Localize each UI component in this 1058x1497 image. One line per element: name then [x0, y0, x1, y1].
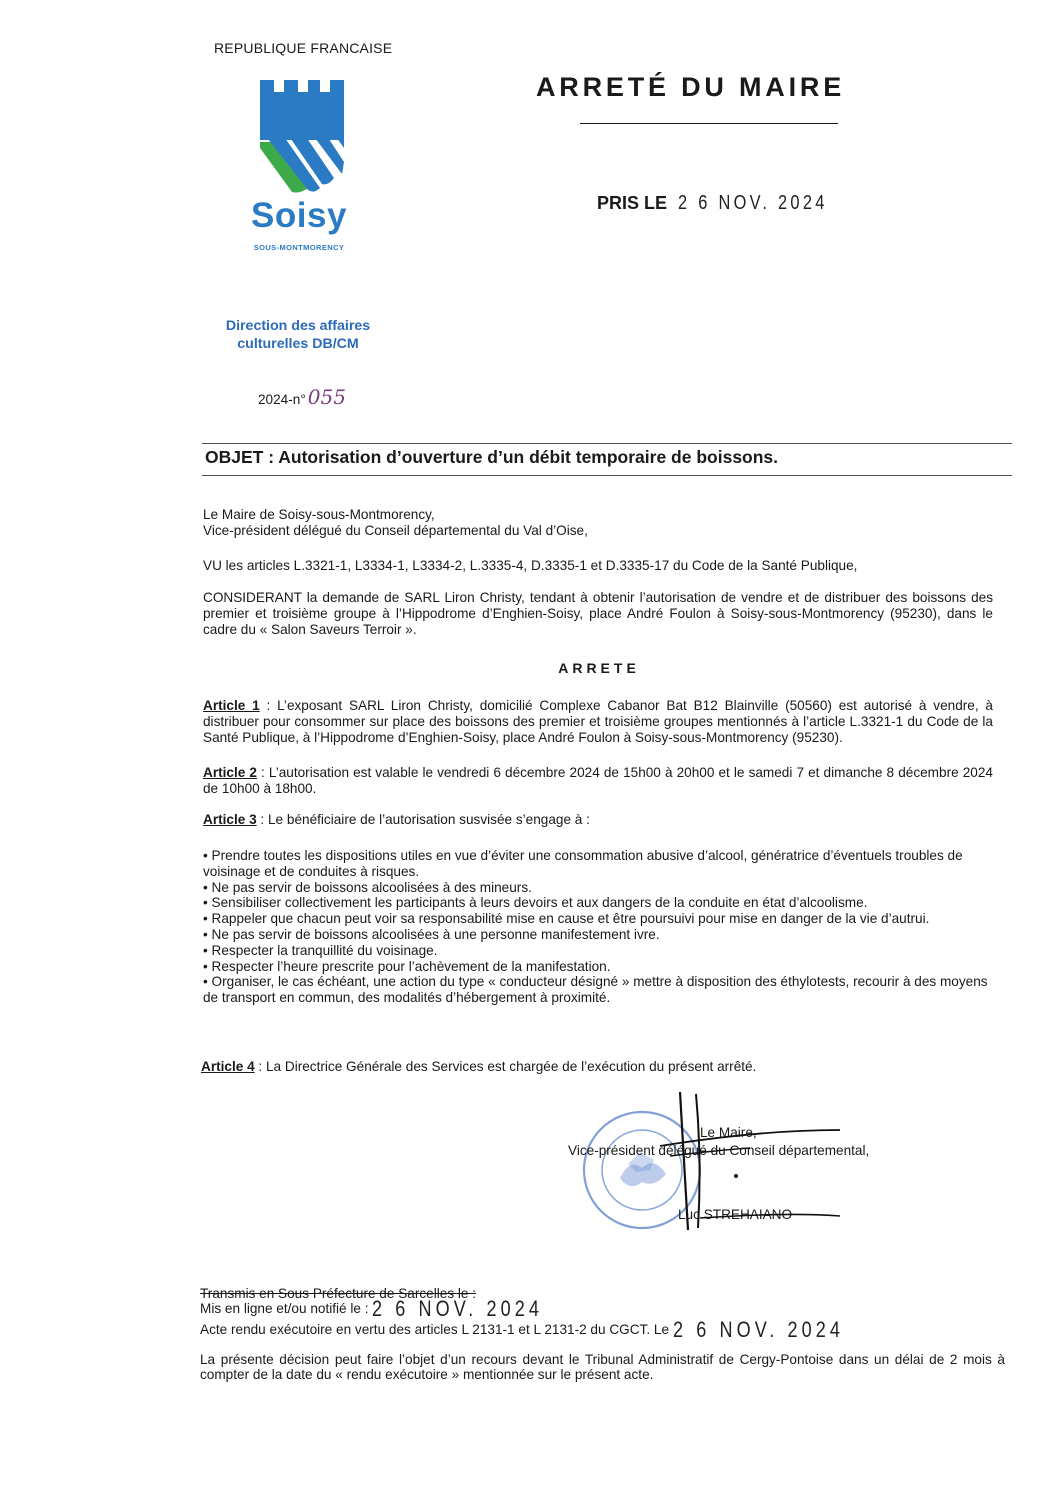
obligations-list: [203, 848, 993, 1006]
arrete-heading: ARRETE: [558, 660, 640, 676]
signatory-name: Luc STREHAIANO: [678, 1207, 793, 1222]
article-4: [201, 1059, 991, 1075]
document-title: ARRETÉ DU MAIRE: [536, 72, 846, 102]
executoire-line: [200, 1317, 1010, 1342]
considerant-paragraph: CONSIDERANT la demande de SARL Liron Christy, tendant à obtenir l’autorisation de vendre et de distribuer des boissons des premier et troisième groupe à l’Hippodrome d’Enghien-Soisy, place André Foulon à Soisy-sous-Montmorency (95230), dans le cadre du « Salon Saveurs Terroir ».: [203, 590, 993, 637]
article-1-label: Article 1: [203, 698, 260, 713]
republic-label: REPUBLIQUE FRANCAISE: [214, 40, 393, 56]
list-item: • Respecter la tranquillité du voisinage.: [203, 942, 438, 958]
objet-bottom-rule: [202, 475, 1012, 476]
transmis-text: Transmis en Sous Préfecture de Sarcelles le :: [200, 1286, 477, 1301]
soisy-logo-icon: [256, 78, 346, 198]
article-2: [203, 765, 993, 797]
numero-handwritten: 055: [307, 385, 346, 409]
vu-paragraph: VU les articles L.3321-1, L3334-1, L3334-2, L.3335-4, D.3335-1 et D.3335-17 du Code de la Santé Publique,: [203, 558, 858, 573]
article-3: [203, 812, 993, 828]
signature-block: [540, 1090, 960, 1250]
list-item: • Sensibiliser collectivement les participants à leurs devoirs et aux dangers de la conduite en état d’alcoolisme.: [203, 895, 868, 911]
direction-label: Direction des affaires culturelles DB/CM: [225, 318, 371, 352]
article-1-text: : L’exposant SARL Liron Christy, domicilié Complexe Cabanor Bat B12 Blainville (50560) est autorisé à vendre, à distribuer pour consommer sur place des boissons des premier et troisième groupes mentionnés à l’article L.3321-1 du Code de la Santé Publique, à l’Hippodrome d’Enghien-Soisy, place André Foulon à Soisy-sous-Montmorency (95230).: [203, 698, 993, 745]
handwritten-signature-icon: [640, 1090, 970, 1250]
list-item: • Ne pas servir de boissons alcoolisées à une personne manifestement ivre.: [203, 926, 660, 942]
executoire-label: Acte rendu exécutoire en vertu des articles L 2131-1 et L 2131-2 du CGCT. Le: [200, 1322, 670, 1337]
preamble-line-2: Vice-président délégué du Conseil départemental du Val d’Oise,: [203, 523, 588, 538]
recours-paragraph: La présente décision peut faire l’objet d’un recours devant le Tribunal Administratif de Cergy-Pontoise dans un délai de 2 mois à compter de la date du « rendu exécutoire » mentionnée sur le présent acte.: [200, 1352, 1005, 1382]
logo-name: Soisy: [251, 196, 347, 235]
mis-en-ligne-label: Mis en ligne et/ou notifié le :: [200, 1301, 369, 1316]
article-3-text: : Le bénéficiaire de l’autorisation susvisée s’engage à :: [256, 812, 590, 827]
signature-line-1: Le Maire,: [700, 1125, 757, 1140]
article-2-text: : L’autorisation est valable le vendredi 6 décembre 2024 de 15h00 à 20h00 et le samedi 7 et dimanche 8 décembre 2024 de 10h00 à 18h00.: [203, 765, 993, 796]
logo-subtitle: SOUS-MONTMORENCY: [253, 243, 345, 252]
objet-top-rule: [202, 443, 1012, 444]
article-4-label: Article 4: [201, 1059, 255, 1074]
transmis-line: [200, 1286, 1010, 1301]
list-item: • Prendre toutes les dispositions utiles en vue d’éviter une consommation abusive d’alcool, génératrice d’éventuels troubles de voisinage et de conduites à risques.: [203, 848, 963, 879]
article-2-label: Article 2: [203, 765, 257, 780]
executoire-date-stamp: 2 6 NOV. 2024: [672, 1317, 844, 1342]
list-item: • Organiser, le cas échéant, une action du type « conducteur désigné » mettre à disposition des éthylotests, recourir à des moyens de transport en commun, des modalités d’hébergement à proximité.: [203, 974, 988, 1006]
list-item: • Rappeler que chacun peut voir sa responsabilité mise en cause et être poursuivi pour mise en danger de la vie d’autrui.: [203, 911, 930, 927]
pris-label: PRIS LE: [597, 193, 668, 213]
numero-label: 2024-n°: [258, 392, 306, 407]
title-underline: [580, 123, 838, 124]
pris-date-stamp: 2 6 NOV. 2024: [678, 192, 828, 214]
list-item: • Respecter l’heure prescrite pour l’achèvement de la manifestation.: [203, 958, 611, 974]
objet-heading: OBJET : Autorisation d’ouverture d’un débit temporaire de boissons.: [205, 447, 779, 467]
article-4-text: : La Directrice Générale des Services est chargée de l’exécution du présent arrêté.: [254, 1059, 757, 1074]
signature-line-2: Vice-président délégué du Conseil départemental,: [568, 1143, 870, 1158]
pris-le-line: [597, 192, 861, 215]
mis-en-ligne-date-stamp: 2 6 NOV. 2024: [372, 1296, 544, 1321]
article-1: [203, 698, 993, 745]
article-3-label: Article 3: [203, 812, 257, 827]
list-item: • Ne pas servir de boissons alcoolisées à des mineurs.: [203, 879, 532, 895]
arrete-number: [258, 385, 346, 409]
preamble-line-1: Le Maire de Soisy-sous-Montmorency,: [203, 507, 435, 522]
mis-en-ligne-line: [200, 1296, 1010, 1321]
